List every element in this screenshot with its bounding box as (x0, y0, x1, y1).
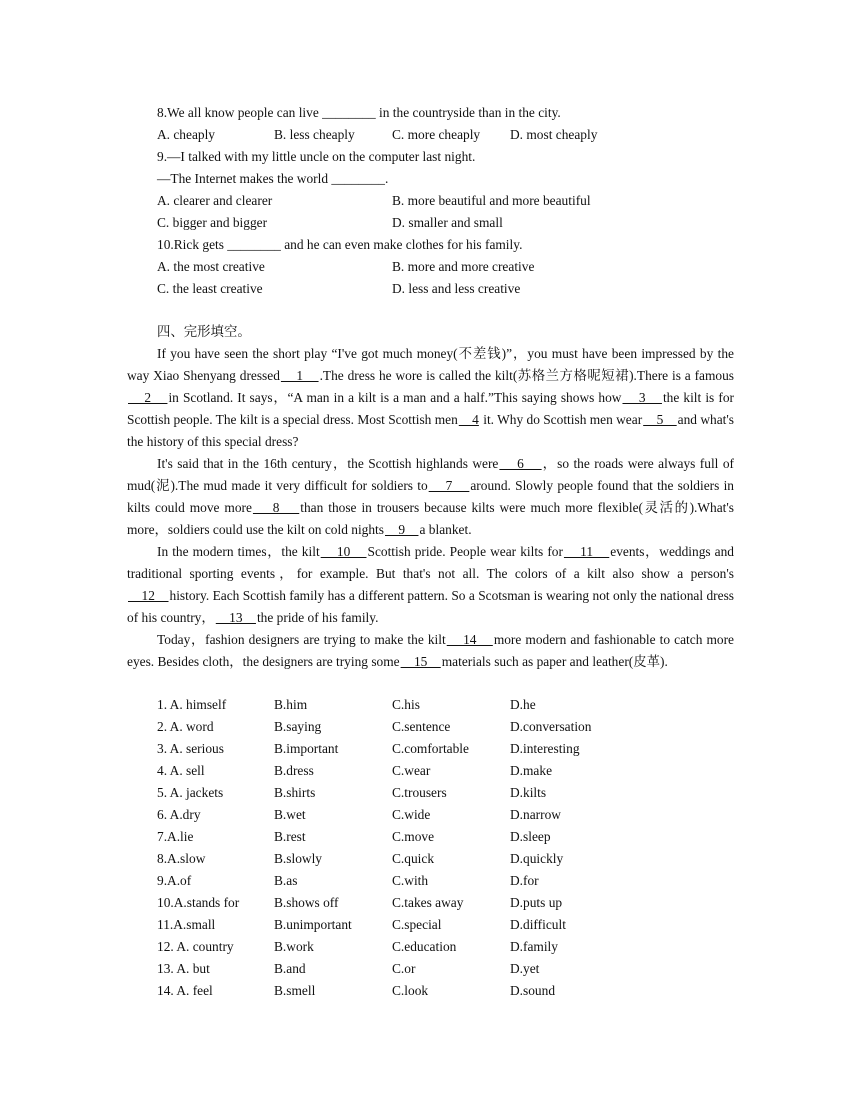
blank-11: 11 (563, 544, 610, 559)
blank-14: 14 (446, 632, 493, 647)
blank-2: 2 (128, 390, 168, 405)
question-8-option-a: A. cheaply (157, 127, 216, 142)
blank-10: 10 (320, 544, 367, 559)
question-9-option-c: C. bigger and bigger (157, 215, 268, 230)
question-9-option-b: B. more beautiful and more beautiful (392, 193, 591, 208)
question-8-stem: 8.We all know people can live ________ in the countryside than in the city. (157, 105, 561, 120)
question-8-option-c: C. more cheaply (392, 127, 481, 142)
cloze-option-row-5: 5. A. jackets B.shirts C.trousers D.kilts (157, 785, 547, 800)
cloze-option-row-7: 7.A.lie B.rest C.move D.sleep (157, 829, 551, 844)
cloze-paragraph-3: In the modern times，the kilt 10 Scottish pride. People wear kilts for 11 events，weddings and traditional sporting events，for example. But that's not all. The colors of a kilt also show a person's 12 history. Each Scottish family has a different pattern. So a Scotsman is wearing not only the national dress of his country， 13 the pride of his family. (127, 544, 734, 625)
cloze-option-row-13: 13. A. but B.and C.or D.yet (157, 961, 540, 976)
blank-5: 5 (643, 412, 677, 427)
blank-7: 7 (428, 478, 470, 493)
cloze-option-row-9: 9.A.of B.as C.with D.for (157, 873, 539, 888)
question-9-stem: 9.—I talked with my little uncle on the computer last night. (157, 149, 476, 164)
cloze-option-row-3: 3. A. serious B.important C.comfortable D.interesting (157, 741, 580, 756)
cloze-option-row-14: 14. A. feel B.smell C.look D.sound (157, 983, 556, 998)
cloze-option-row-12: 12. A. country B.work C.education D.family (157, 939, 558, 954)
cloze-option-row-2: 2. A. word B.saying C.sentence D.conversation (157, 719, 592, 734)
blank-8: 8 (252, 500, 300, 515)
blank-15: 15 (400, 654, 441, 669)
question-10-option-a: A. the most creative (157, 259, 265, 274)
question-10-option-c: C. the least creative (157, 281, 263, 296)
blank-12: 12 (128, 588, 169, 603)
cloze-paragraph-2: It's said that in the 16th century，the Scottish highlands were 6 ，so the roads were always full of mud(泥).The mud made it very difficult for soldiers to 7 around. Slowly people found that the soldiers in kilts could move more 8 than those in trousers because kilts were much more flexible(灵活的).What's more，soldiers could use the kilt on cold nights 9 a blanket. (127, 456, 734, 537)
cloze-heading: 四、完形填空。 (157, 324, 251, 339)
cloze-paragraph-1: If you have seen the short play “I've got much money(不差钱)”，you must have been impressed by the way Xiao Shenyang dressed 1 .The dress he wore is called the kilt(苏格兰方格呢短裙).There is a famous 2 in Scotland. It says，“A man in a kilt is a man and a half.”This saying shows how 3 the kilt is for Scottish people. The kilt is a special dress. Most Scottish men 4 it. Why do Scottish men wear 5 and what's the history of this special dress? (127, 346, 735, 449)
cloze-passage (127, 343, 734, 673)
cloze-option-row-6: 6. A.dry B.wet C.wide D.narrow (157, 807, 561, 822)
question-8-option-b: B. less cheaply (274, 127, 355, 142)
cloze-paragraph-4: Today，fashion designers are trying to make the kilt 14 more modern and fashionable to catch more eyes. Besides cloth，the designers are trying some 15 materials such as paper and leather(皮革). (127, 632, 734, 669)
question-9-stem-reply: —The Internet makes the world ________. (157, 171, 389, 186)
question-10-stem: 10.Rick gets ________ and he can even make clothes for his family. (157, 237, 523, 252)
blank-3: 3 (622, 390, 662, 405)
blank-13: 13 (215, 610, 256, 625)
blank-6: 6 (499, 456, 542, 471)
question-9-option-d: D. smaller and small (392, 215, 503, 230)
cloze-option-row-4: 4. A. sell B.dress C.wear D.make (157, 763, 553, 778)
blank-1: 1 (280, 368, 319, 383)
blank-4: 4 (458, 412, 479, 427)
question-9-option-a: A. clearer and clearer (157, 193, 273, 208)
question-10-option-d: D. less and less creative (392, 281, 521, 296)
question-8-option-d: D. most cheaply (510, 127, 598, 142)
question-10-option-b: B. more and more creative (392, 259, 535, 274)
cloze-option-row-1: 1. A. himself B.him C.his D.he (157, 697, 536, 712)
cloze-option-row-10: 10.A.stands for B.shows off C.takes away D.puts up (157, 895, 563, 910)
blank-9: 9 (385, 522, 419, 537)
cloze-option-row-8: 8.A.slow B.slowly C.quick D.quickly (157, 851, 564, 866)
cloze-option-row-11: 11.A.small B.unimportant C.special D.difficult (157, 917, 566, 932)
